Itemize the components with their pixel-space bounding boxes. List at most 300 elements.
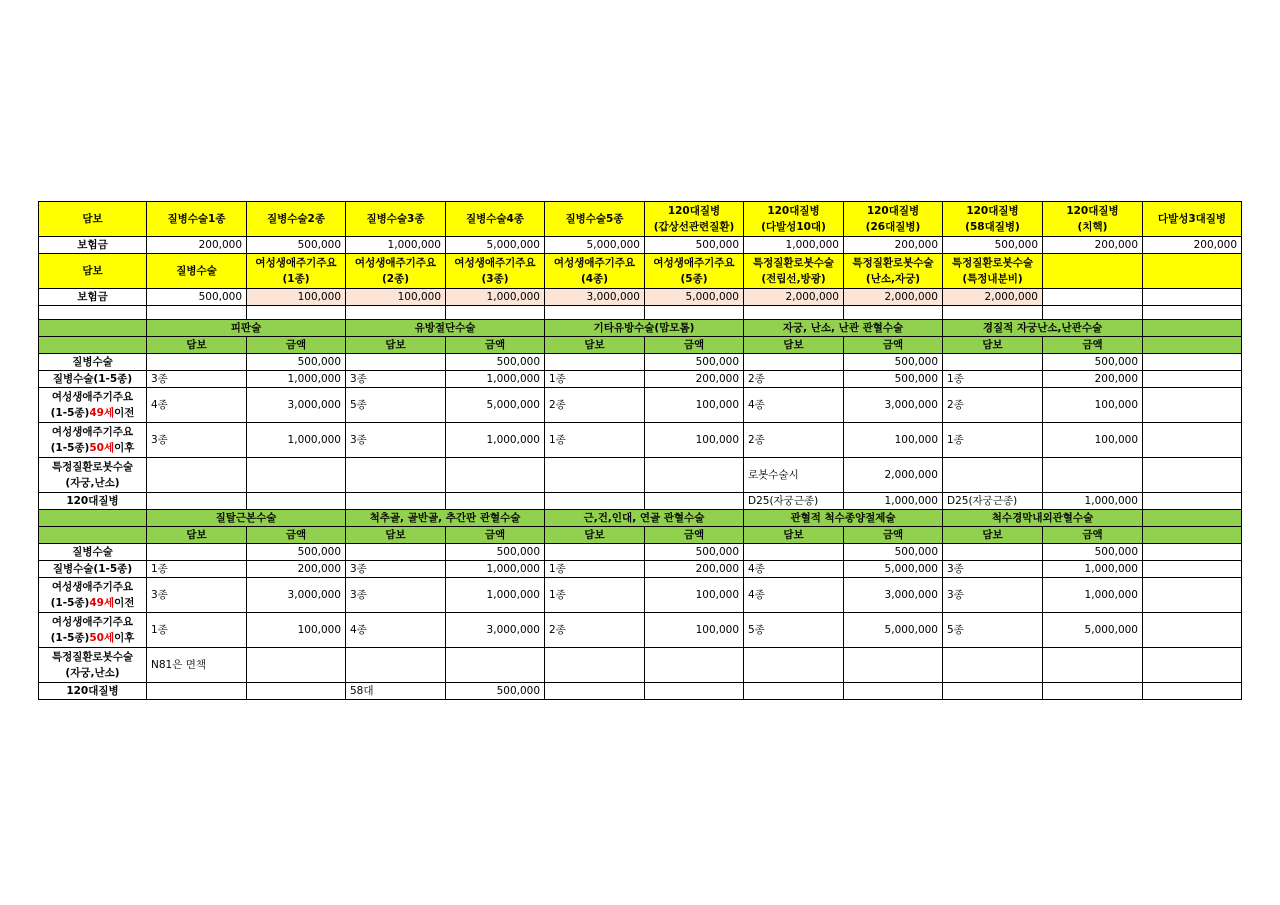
coverage-type: D25(자궁근종) xyxy=(744,493,844,510)
coverage-subheader: 담보 xyxy=(744,337,844,354)
benefit-value: 200,000 xyxy=(147,237,247,254)
amount-value: 3,000,000 xyxy=(844,388,943,423)
coverage-type xyxy=(943,458,1043,493)
coverage-type: 1종 xyxy=(545,578,645,613)
coverage-type: 4종 xyxy=(744,561,844,578)
coverage-header xyxy=(147,202,247,237)
coverage-header xyxy=(545,254,645,289)
data-row xyxy=(39,493,1242,510)
amount-subheader: 금액 xyxy=(1043,337,1143,354)
coverage-subheader: 담보 xyxy=(943,337,1043,354)
amount-value: 500,000 xyxy=(1043,544,1143,561)
row-label-text: 여성생애주기주요 xyxy=(51,426,134,438)
amount-subheader: 금액 xyxy=(446,337,545,354)
amount-value: 200,000 xyxy=(247,561,346,578)
coverage-type xyxy=(744,354,844,371)
benefit-value: 100,000 xyxy=(247,289,346,306)
row-label-text: 특정질환로봇수술 xyxy=(51,651,134,663)
benefit-value: 2,000,000 xyxy=(844,289,943,306)
empty-cell xyxy=(1143,388,1242,423)
benefit-value: 200,000 xyxy=(1043,237,1143,254)
coverage-header-line: 다발성3대질병 xyxy=(1157,213,1227,225)
amount-value: 100,000 xyxy=(645,613,744,648)
amount-value xyxy=(446,458,545,493)
row-label xyxy=(39,388,147,423)
empty-cell xyxy=(39,306,147,320)
coverage-type xyxy=(346,354,446,371)
empty-cell xyxy=(1143,493,1242,510)
surgery-group-title: 유방절단수술 xyxy=(346,320,545,337)
empty-cell xyxy=(1143,371,1242,388)
row-label: 질병수술 xyxy=(39,354,147,371)
amount-value: 200,000 xyxy=(645,561,744,578)
coverage-subheader: 담보 xyxy=(943,527,1043,544)
benefit-value: 2,000,000 xyxy=(943,289,1043,306)
amount-value: 200,000 xyxy=(645,371,744,388)
row-label-text: (자궁,난소) xyxy=(65,667,120,679)
amount-value: 5,000,000 xyxy=(844,561,943,578)
amount-value: 100,000 xyxy=(247,613,346,648)
age-highlight: 50세 xyxy=(89,442,115,454)
amount-value: 500,000 xyxy=(844,371,943,388)
benefit-label: 보험금 xyxy=(39,289,147,306)
benefit-value xyxy=(1143,289,1242,306)
coverage-header-line: (26대질병) xyxy=(865,221,921,233)
amount-value xyxy=(645,493,744,510)
benefit-value: 200,000 xyxy=(1143,237,1242,254)
benefit-label: 보험금 xyxy=(39,237,147,254)
coverage-header-line: 여성생애주기주요 xyxy=(354,257,437,269)
coverage-type: 5종 xyxy=(943,613,1043,648)
amount-value xyxy=(1043,648,1143,683)
coverage-type: 1종 xyxy=(147,561,247,578)
row-label xyxy=(39,648,147,683)
coverage-subheader: 담보 xyxy=(545,337,645,354)
data-row xyxy=(39,371,1242,388)
amount-value: 500,000 xyxy=(446,683,545,700)
row-label-text: 이후 xyxy=(114,442,135,454)
empty-cell xyxy=(446,306,545,320)
surgery-group-title: 질탈근본수술 xyxy=(147,510,346,527)
empty-cell xyxy=(1143,320,1242,337)
amount-value: 200,000 xyxy=(1043,371,1143,388)
coverage-type xyxy=(346,648,446,683)
section1-subheader-row xyxy=(39,337,1242,354)
empty-cell xyxy=(1143,648,1242,683)
amount-value: 500,000 xyxy=(446,544,545,561)
amount-value: 1,000,000 xyxy=(844,493,943,510)
coverage-header xyxy=(247,254,346,289)
coverage-subheader: 담보 xyxy=(346,337,446,354)
coverage-type xyxy=(346,458,446,493)
benefit-value: 2,000,000 xyxy=(744,289,844,306)
coverage-header xyxy=(247,202,346,237)
row-label-text: 여성생애주기주요 xyxy=(51,616,134,628)
amount-value xyxy=(844,648,943,683)
coverage-header-line: 질병수술3종 xyxy=(366,213,425,225)
coverage-header xyxy=(1143,254,1242,289)
data-row xyxy=(39,544,1242,561)
coverage-type xyxy=(545,648,645,683)
empty-cell xyxy=(844,306,943,320)
row-label: 질병수술(1-5종) xyxy=(39,371,147,388)
amount-value: 100,000 xyxy=(844,423,943,458)
row-label: 질병수술(1-5종) xyxy=(39,561,147,578)
row-label-text: (1-5종) xyxy=(50,632,90,644)
coverage-type xyxy=(147,458,247,493)
surgery-group-title: 자궁, 난소, 난관 관혈수술 xyxy=(744,320,943,337)
coverage-header xyxy=(1043,202,1143,237)
surgery-group-title: 척추골, 골반골, 추간판 관혈수술 xyxy=(346,510,545,527)
coverage-type: 1종 xyxy=(545,371,645,388)
row-label: 질병수술 xyxy=(39,544,147,561)
coverage-header-line: 특정질환로봇수술 xyxy=(852,257,934,269)
row-label-text: (1-5종) xyxy=(50,597,90,609)
coverage-header xyxy=(645,254,744,289)
amount-subheader: 금액 xyxy=(1043,527,1143,544)
coverage-type: 1종 xyxy=(147,613,247,648)
empty-cell xyxy=(1143,578,1242,613)
surgery-group-title: 경질적 자궁난소,난관수술 xyxy=(943,320,1143,337)
benefit-value: 500,000 xyxy=(943,237,1043,254)
coverage-header-line: (4종) xyxy=(580,273,609,285)
amount-value xyxy=(1043,458,1143,493)
coverage-type: 3종 xyxy=(346,578,446,613)
row-label: 120대질병 xyxy=(39,683,147,700)
amount-value xyxy=(844,683,943,700)
empty-cell xyxy=(39,510,147,527)
coverage-type: 3종 xyxy=(346,423,446,458)
amount-value: 3,000,000 xyxy=(247,578,346,613)
coverage-header-line: (치핵) xyxy=(1077,221,1108,233)
coverage-header xyxy=(844,202,943,237)
surgery-group-title: 피판술 xyxy=(147,320,346,337)
empty-cell xyxy=(39,337,147,354)
age-highlight: 49세 xyxy=(89,597,115,609)
amount-value xyxy=(247,458,346,493)
coverage-type xyxy=(346,544,446,561)
data-row xyxy=(39,578,1242,613)
coverage-header-line: 120대질병 xyxy=(767,205,820,217)
coverage-type: 1종 xyxy=(545,561,645,578)
empty-cell xyxy=(39,320,147,337)
empty-cell xyxy=(346,306,446,320)
empty-cell xyxy=(247,306,346,320)
empty-cell xyxy=(744,306,844,320)
amount-value: 1,000,000 xyxy=(446,561,545,578)
row-label xyxy=(39,458,147,493)
coverage-type: 2종 xyxy=(943,388,1043,423)
coverage-type xyxy=(147,354,247,371)
benefit-value: 5,000,000 xyxy=(545,237,645,254)
row-label xyxy=(39,423,147,458)
coverage-type xyxy=(943,683,1043,700)
amount-value: 5,000,000 xyxy=(446,388,545,423)
amount-value xyxy=(446,493,545,510)
benefit-value: 200,000 xyxy=(844,237,943,254)
amount-value: 1,000,000 xyxy=(1043,578,1143,613)
row-label: 120대질병 xyxy=(39,493,147,510)
coverage-header-line: (58대질병) xyxy=(965,221,1020,233)
coverage-header-line: 특정질환로봇수술 xyxy=(752,257,835,269)
data-row xyxy=(39,561,1242,578)
surgery-group-title: 근,건,인대, 연골 관혈수술 xyxy=(545,510,744,527)
coverage-header xyxy=(645,202,744,237)
amount-value: 100,000 xyxy=(645,423,744,458)
coverage-subheader: 담보 xyxy=(545,527,645,544)
amount-value: 1,000,000 xyxy=(247,371,346,388)
coverage-header xyxy=(744,254,844,289)
benefit-value: 500,000 xyxy=(645,237,744,254)
coverage-header-line: (전립선,방광) xyxy=(761,273,826,285)
coverage-header-line: (5종) xyxy=(680,273,708,285)
coverage-header-line: (다발성10대) xyxy=(761,221,826,233)
surgery-group-title: 관혈적 척수종양절제술 xyxy=(744,510,943,527)
coverage-header-line: 질병수술5종 xyxy=(565,213,624,225)
coverage-type xyxy=(147,683,247,700)
coverage-subheader: 담보 xyxy=(147,337,247,354)
coverage-header xyxy=(545,202,645,237)
coverage-header xyxy=(943,254,1043,289)
coverage-type: 4종 xyxy=(744,388,844,423)
empty-cell xyxy=(1143,306,1242,320)
coverage-header-line: 여성생애주기주요 xyxy=(653,257,735,269)
benefit-value: 5,000,000 xyxy=(446,237,545,254)
row-label-text: (1-5종) xyxy=(50,407,90,419)
coverage-type: 4종 xyxy=(744,578,844,613)
amount-value: 100,000 xyxy=(1043,423,1143,458)
amount-value: 500,000 xyxy=(1043,354,1143,371)
surgery-group-title: 척수경막내외관혈수술 xyxy=(943,510,1143,527)
benefit-value: 1,000,000 xyxy=(744,237,844,254)
coverage-header xyxy=(147,254,247,289)
row-label xyxy=(39,578,147,613)
amount-value: 1,000,000 xyxy=(247,423,346,458)
coverage-type xyxy=(943,648,1043,683)
amount-value: 500,000 xyxy=(844,544,943,561)
amount-subheader: 금액 xyxy=(446,527,545,544)
amount-value: 500,000 xyxy=(446,354,545,371)
empty-cell xyxy=(1143,458,1242,493)
empty-cell xyxy=(1143,544,1242,561)
coverage-type xyxy=(744,648,844,683)
empty-cell xyxy=(1143,510,1242,527)
coverage-type xyxy=(346,493,446,510)
coverage-type: 5종 xyxy=(744,613,844,648)
row-label-text: 여성생애주기주요 xyxy=(51,391,134,403)
coverage-header-line: (난소,자궁) xyxy=(865,273,921,285)
coverage-header xyxy=(744,202,844,237)
amount-value: 3,000,000 xyxy=(247,388,346,423)
coverage-header-line: 120대질병 xyxy=(866,205,920,217)
coverage-header-line: 120대질병 xyxy=(1066,205,1119,217)
coverage-header xyxy=(346,202,446,237)
coverage-type: 2종 xyxy=(545,388,645,423)
coverage-type: 2종 xyxy=(545,613,645,648)
empty-cell xyxy=(1143,337,1242,354)
coverage-header-line: 여성생애주기주요 xyxy=(553,257,636,269)
coverage-type: 로봇수술시 xyxy=(744,458,844,493)
benefit-row-2 xyxy=(39,289,1242,306)
insurance-coverage-table xyxy=(38,201,1242,700)
coverage-header-line: 여성생애주기주요 xyxy=(255,257,337,269)
empty-cell xyxy=(943,306,1043,320)
coverage-header-line: (3종) xyxy=(481,273,509,285)
coverage-type xyxy=(943,544,1043,561)
row-label-text: (1-5종) xyxy=(50,442,90,454)
empty-cell xyxy=(1143,561,1242,578)
amount-value: 500,000 xyxy=(247,354,346,371)
empty-cell xyxy=(1143,683,1242,700)
row-label-text: 특정질환로봇수술 xyxy=(51,461,134,473)
coverage-type: 3종 xyxy=(346,561,446,578)
coverage-header-line: 질병수술1종 xyxy=(167,213,226,225)
section2-subheader-row xyxy=(39,527,1242,544)
empty-cell xyxy=(645,306,744,320)
coverage-type: 4종 xyxy=(346,613,446,648)
coverage-header-line: 여성생애주기주요 xyxy=(454,257,536,269)
coverage-header xyxy=(844,254,943,289)
coverage-type: 3종 xyxy=(147,578,247,613)
amount-subheader: 금액 xyxy=(645,337,744,354)
amount-value: 3,000,000 xyxy=(446,613,545,648)
coverage-type: 3종 xyxy=(943,578,1043,613)
amount-value: 1,000,000 xyxy=(446,371,545,388)
data-row xyxy=(39,458,1242,493)
row-label-text: 이후 xyxy=(114,632,135,644)
coverage-type: 3종 xyxy=(147,423,247,458)
coverage-header-line: 질병수술 xyxy=(176,265,217,277)
data-row xyxy=(39,613,1242,648)
coverage-subheader: 담보 xyxy=(147,527,247,544)
coverage-header-line: (갑상선관련질환) xyxy=(653,221,735,233)
row-label-text: 이전 xyxy=(114,407,135,419)
amount-value: 100,000 xyxy=(645,578,744,613)
coverage-header-line: 질병수술2종 xyxy=(266,213,326,225)
empty-cell xyxy=(1143,613,1242,648)
amount-value xyxy=(247,683,346,700)
coverage-header-row xyxy=(39,202,1242,237)
row-label-text: (자궁,난소) xyxy=(65,477,120,489)
benefit-value xyxy=(1043,289,1143,306)
coverage-header-line: 질병수술4종 xyxy=(465,213,525,225)
data-row xyxy=(39,648,1242,683)
coverage-type: 3종 xyxy=(147,371,247,388)
amount-value xyxy=(645,648,744,683)
empty-cell xyxy=(1143,423,1242,458)
amount-value: 100,000 xyxy=(645,388,744,423)
amount-value: 5,000,000 xyxy=(844,613,943,648)
coverage-type xyxy=(545,544,645,561)
coverage-type xyxy=(943,354,1043,371)
coverage-header xyxy=(1143,202,1242,237)
benefit-value: 500,000 xyxy=(147,289,247,306)
amount-subheader: 금액 xyxy=(645,527,744,544)
coverage-type xyxy=(545,354,645,371)
row-label-text: 이전 xyxy=(114,597,135,609)
benefit-value: 100,000 xyxy=(346,289,446,306)
coverage-type: 2종 xyxy=(744,423,844,458)
coverage-type: 3종 xyxy=(943,561,1043,578)
empty-cell xyxy=(147,306,247,320)
coverage-type: 3종 xyxy=(346,371,446,388)
coverage-label: 담보 xyxy=(39,254,147,289)
benefit-value: 500,000 xyxy=(247,237,346,254)
amount-value: 500,000 xyxy=(844,354,943,371)
age-highlight: 49세 xyxy=(89,407,115,419)
coverage-type xyxy=(744,683,844,700)
coverage-header xyxy=(446,254,545,289)
amount-value: 1,000,000 xyxy=(1043,561,1143,578)
coverage-header-line: 120대질병 xyxy=(667,205,721,217)
amount-value xyxy=(446,648,545,683)
coverage-type: 1종 xyxy=(943,371,1043,388)
spacer-row xyxy=(39,306,1242,320)
amount-value: 500,000 xyxy=(645,544,744,561)
coverage-type xyxy=(545,458,645,493)
coverage-header xyxy=(346,254,446,289)
coverage-header-line: 120대질병 xyxy=(966,205,1019,217)
benefit-value: 3,000,000 xyxy=(545,289,645,306)
amount-value: 5,000,000 xyxy=(1043,613,1143,648)
coverage-type: 4종 xyxy=(147,388,247,423)
row-label-text: 여성생애주기주요 xyxy=(51,581,134,593)
benefit-row xyxy=(39,237,1242,254)
coverage-type: 58대 xyxy=(346,683,446,700)
coverage-subheader: 담보 xyxy=(744,527,844,544)
empty-cell xyxy=(1043,306,1143,320)
amount-value: 2,000,000 xyxy=(844,458,943,493)
empty-cell xyxy=(545,306,645,320)
coverage-type xyxy=(545,493,645,510)
amount-value xyxy=(247,493,346,510)
empty-cell xyxy=(1143,354,1242,371)
coverage-type: N81은 면책 xyxy=(147,648,247,683)
amount-value: 500,000 xyxy=(645,354,744,371)
coverage-header xyxy=(446,202,545,237)
amount-value: 500,000 xyxy=(247,544,346,561)
amount-subheader: 금액 xyxy=(844,527,943,544)
data-row xyxy=(39,388,1242,423)
coverage-type xyxy=(545,683,645,700)
amount-subheader: 금액 xyxy=(844,337,943,354)
coverage-type xyxy=(744,544,844,561)
empty-cell xyxy=(1143,527,1242,544)
benefit-value: 1,000,000 xyxy=(346,237,446,254)
amount-value xyxy=(1043,683,1143,700)
table-body xyxy=(39,202,1242,700)
amount-value: 100,000 xyxy=(1043,388,1143,423)
amount-value xyxy=(645,458,744,493)
age-highlight: 50세 xyxy=(89,632,115,644)
coverage-type: 2종 xyxy=(744,371,844,388)
data-row xyxy=(39,423,1242,458)
row-label xyxy=(39,613,147,648)
empty-cell xyxy=(39,527,147,544)
surgery-group-title: 기타유방수술(맘모톰) xyxy=(545,320,744,337)
amount-value xyxy=(247,648,346,683)
coverage-header-line: (1종) xyxy=(282,273,310,285)
amount-value: 3,000,000 xyxy=(844,578,943,613)
benefit-value: 1,000,000 xyxy=(446,289,545,306)
coverage-header-line: 특정질환로봇수술 xyxy=(951,257,1034,269)
amount-value: 1,000,000 xyxy=(446,423,545,458)
coverage-header xyxy=(943,202,1043,237)
amount-subheader: 금액 xyxy=(247,337,346,354)
data-row xyxy=(39,354,1242,371)
section2-group-row xyxy=(39,510,1242,527)
coverage-type xyxy=(147,544,247,561)
